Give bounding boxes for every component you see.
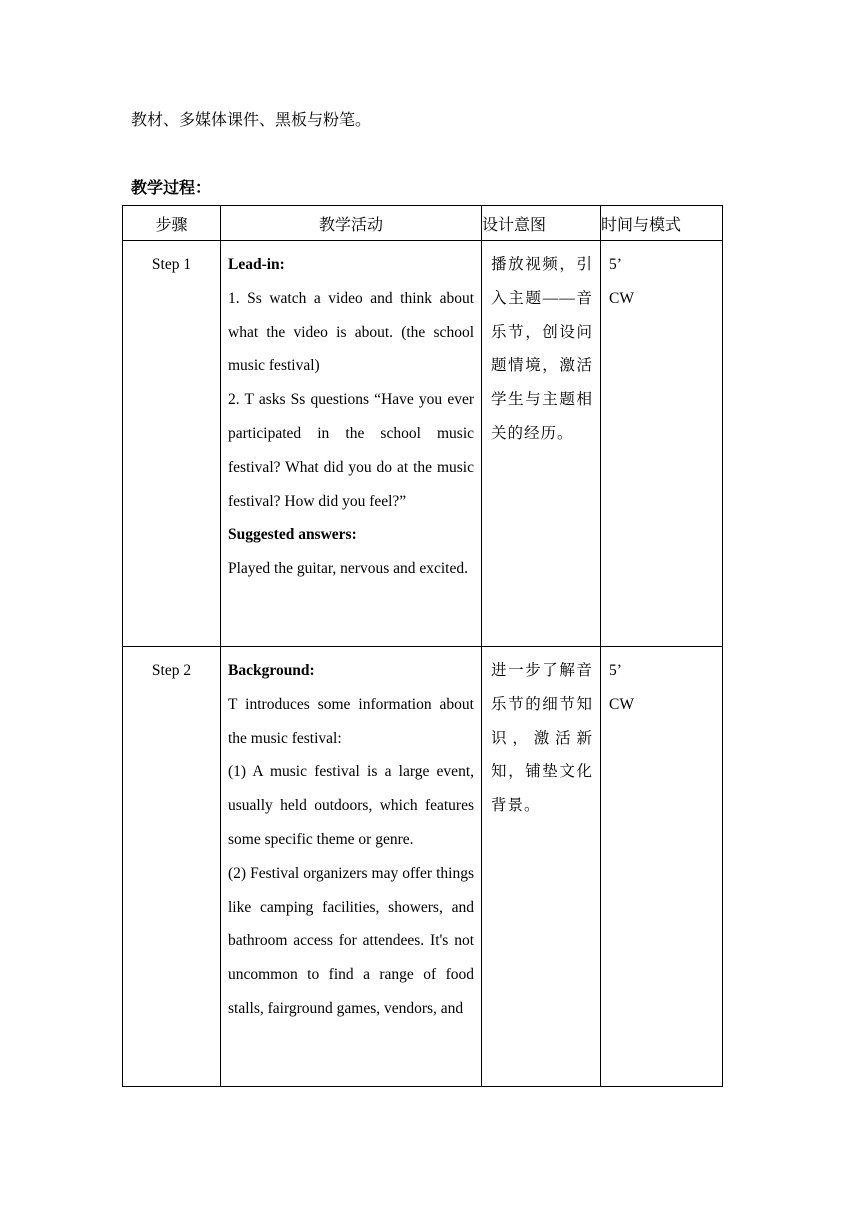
activity-paragraph: (2) Festival organizers may offer things like camping facilities, showers, and bathroom access for attendees. It's not uncommon to find a range of food stalls, fairground games, vendors, and [228,864,474,1017]
mode-value: CW [609,289,634,307]
design-text: 进一步了解音乐节的细节知识，激活新知，铺垫文化背景。 [491,662,593,815]
step-label: Step 1 [151,256,192,273]
activity-paragraph: Played the guitar, nervous and excited. [228,560,468,578]
design-cell [482,241,601,647]
activity-cell [221,241,482,647]
activity-paragraph: T introduces some information about the music festival: [228,695,474,747]
materials-text: 教材、多媒体课件、黑板与粉笔。 [131,112,372,129]
time-cell [601,647,723,1087]
activity-title: Lead-in: [228,256,285,273]
header-activity: 教学活动 [221,206,482,241]
activity-cell [221,647,482,1087]
header-step: 步骤 [123,206,221,241]
step-cell [123,241,221,647]
step-cell [123,647,221,1087]
time-value: 5’ [609,662,622,679]
header-time: 时间与模式 [601,206,723,241]
table-header-row [123,206,723,241]
design-cell [482,647,601,1087]
time-cell [601,241,723,647]
time-value: 5’ [609,256,622,273]
activity-title: Background: [228,662,315,679]
activity-paragraph: (1) A music festival is a large event, usually held outdoors, which features some specific theme or genre. [228,763,474,848]
design-text: 播放视频，引入主题——音乐节，创设问题情境，激活学生与主题相关的经历。 [491,256,593,442]
step-label: Step 2 [151,662,192,679]
table-row [123,647,723,1087]
header-design: 设计意图 [482,206,601,241]
activity-paragraph: 2. T asks Ss questions “Have you ever participated in the school music festival? What did you do at the music festival? How did you feel?” [228,391,474,510]
activity-paragraph: 1. Ss watch a video and think about what the video is about. (the school music festival) [228,289,474,375]
process-heading: 教学过程： [131,180,212,197]
activity-subtitle: Suggested answers: [228,526,357,544]
table-row [123,241,723,647]
lesson-process-table [122,205,723,1087]
mode-value: CW [609,695,634,713]
